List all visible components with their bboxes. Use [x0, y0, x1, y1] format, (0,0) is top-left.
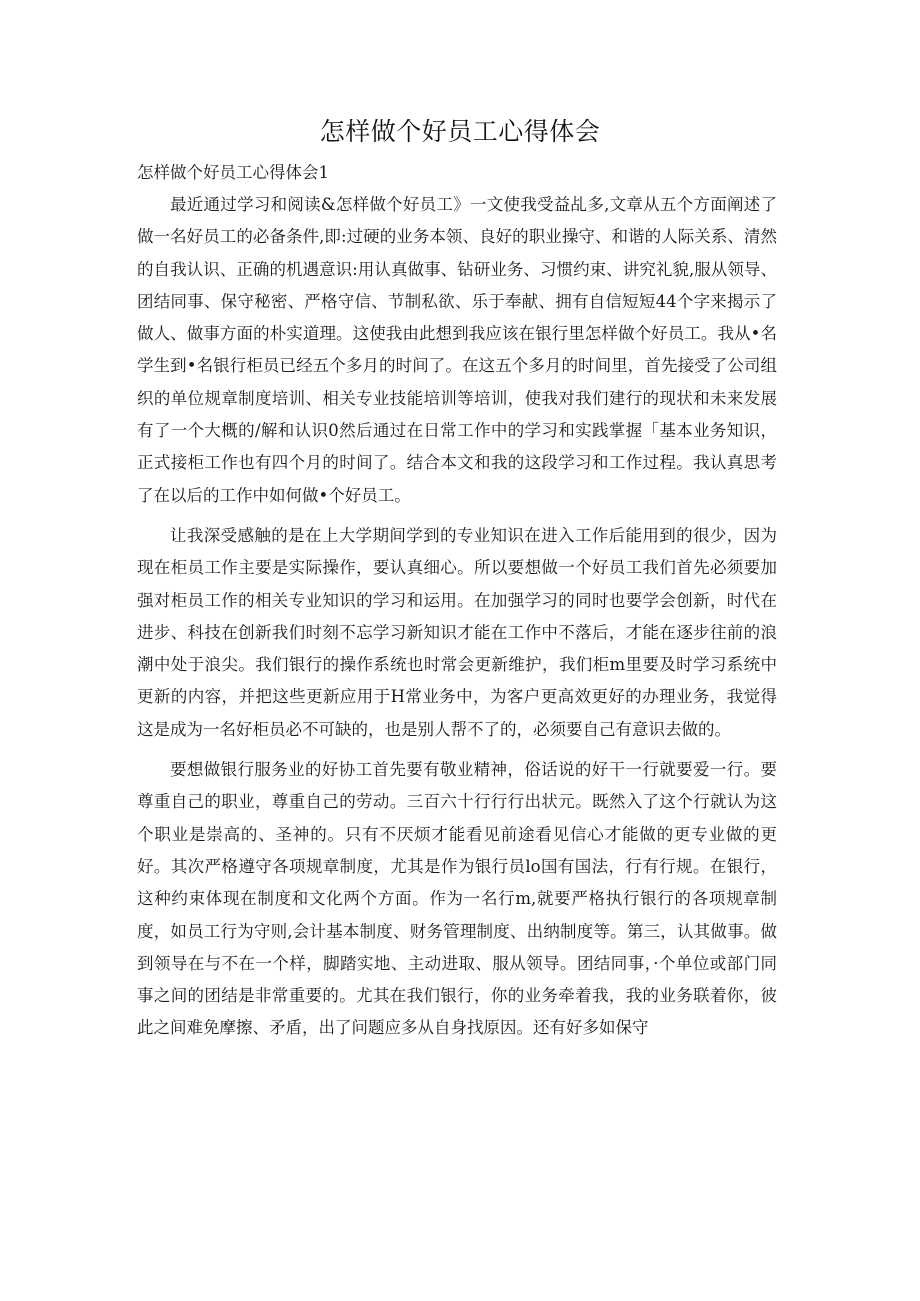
- paragraph-1: 最近通过学习和阅读&怎样做个好员工》一文使我受益乩多,文章从五个方面阐述了做一名好员工的必备条件,即:过硬的业务本领、良好的职业操守、和谐的人际关系、清然的自我认识、正确的机遇意识:用认真做事、钻研业务、习惯约束、讲究礼貌,服从领导、团结同事、保守秘密、严格守信、节制私欲、乐于奉献、拥有自信短短44个字来揭示了做人、做事方面的朴实道理。这使我由此想到我应该在银行里怎样做个好员工。我从•名学生到•名银行柜员已经五个多月的时间了。在这五个多月的时间里，首先接受了公司组织的单位规章制度培训、相关专业技能培训等培训，使我对我们建行的现状和未来发展有了一个大概的/解和认识0然后通过在日常工作中的学习和实践掌握「基本业务知识，正式接柜工作也有四个月的时间了。结合本文和我的这段学习和工作过程。我认真思考了在以后的工作中如何做•个好员工。: [137, 195, 777, 505]
- document-title: 怎样做个好员工心得体会: [319, 117, 601, 146]
- section-subtitle: 怎样做个好员工心得体会1: [137, 163, 329, 182]
- document-body: [137, 189, 777, 1053]
- paragraph-2: 让我深受感触的是在上大学期间学到的专业知识在进入工作后能用到的很少，因为现在柜员工作主要是实际操作，要认真细心。所以要想做一个好员工我们首先必须要加强对柜员工作的相关专业知识的学习和运用。在加强学习的同时也要学会创新，时代在进步、科技在创新我们时刻不忘学习新知识才能在工作中不落后，才能在逐步往前的浪潮中处于浪尖。我们银行的操作系统也时常会更新维护，我们柜m里要及时学习系统中更新的内容，并把这些更新应用于H常业务中，为客户更高效更好的办理业务，我觉得这是成为一名好柜员必不可缺的，也是别人帮不了的，必须要自己有意识去做的。: [137, 525, 777, 739]
- paragraph-3: 要想做银行服务业的好协工首先要有敬业精神，俗话说的好干一行就要爱一行。要尊重自己的职业，尊重自己的劳动。三百六十行行行出状元。既然入了这个行就认为这个职业是崇高的、圣神的。只有不厌烦才能看见前途看见信心才能做的更专业做的更好。其次严格遵守各项规章制度，尤其是作为银行员lo国有国法，行有行规。在银行，这种约束体现在制度和文化两个方面。作为一名行m,就要严格执行银行的各项规章制度，如员工行为守则,会计基本制度、财务管理制度、出纳制度等。第三，认其做事。做到领导在与不在一个样，脚踏实地、主动进取、服从领导。团结同事，·个单位或部门同事之间的团结是非常重要的。尤其在我们银行，你的业务牵着我，我的业务联着你，彼此之间难免摩擦、矛盾，出了问题应多从自身找原因。还有好多如保守: [137, 760, 777, 1038]
